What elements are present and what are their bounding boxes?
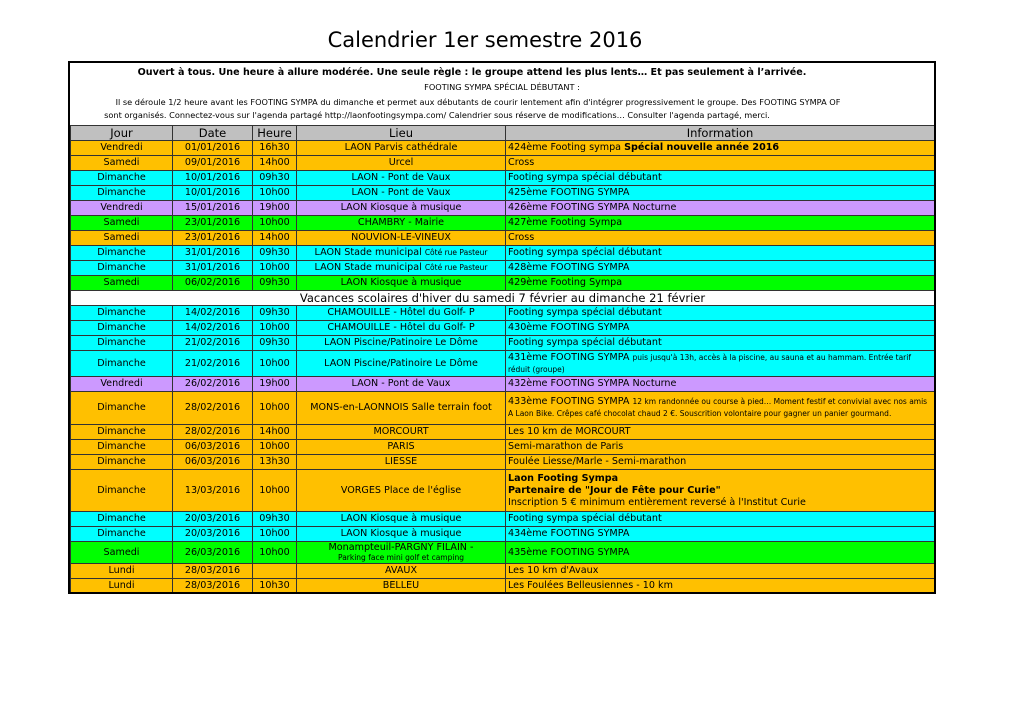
cell-heure: 10h00 bbox=[253, 542, 297, 564]
cell-lieu bbox=[297, 216, 506, 231]
cell-jour: Dimanche bbox=[71, 455, 173, 470]
cell-heure: 10h00 bbox=[253, 392, 297, 425]
cell-lieu bbox=[297, 156, 506, 171]
cell-jour: Dimanche bbox=[71, 186, 173, 201]
cell-information bbox=[506, 377, 935, 392]
cell-lieu bbox=[297, 186, 506, 201]
cell-jour: Dimanche bbox=[71, 512, 173, 527]
cell-information bbox=[506, 470, 935, 512]
cell-information bbox=[506, 246, 935, 261]
table-row bbox=[71, 392, 935, 425]
cell-lieu bbox=[297, 527, 506, 542]
header-jour: Jour bbox=[71, 126, 173, 141]
lieu-text: LIESSE bbox=[384, 456, 418, 467]
info-text: Footing sympa spécial débutant bbox=[508, 247, 662, 258]
cell-information bbox=[506, 440, 935, 455]
lieu-text: LAON Piscine/Patinoire Le Dôme bbox=[324, 337, 478, 348]
cell-heure: 09h30 bbox=[253, 171, 297, 186]
cell-lieu bbox=[297, 351, 506, 377]
cell-heure: 09h30 bbox=[253, 246, 297, 261]
cell-date: 09/01/2016 bbox=[173, 156, 253, 171]
table-row bbox=[71, 512, 935, 527]
lieu-text: LAON Stade municipal bbox=[314, 247, 425, 258]
cell-jour: Dimanche bbox=[71, 321, 173, 336]
cell-date: 06/02/2016 bbox=[173, 276, 253, 291]
table-row bbox=[71, 470, 935, 512]
cell-heure: 19h00 bbox=[253, 201, 297, 216]
cell-jour: Lundi bbox=[71, 579, 173, 594]
table-row bbox=[71, 336, 935, 351]
cell-jour: Dimanche bbox=[71, 246, 173, 261]
lieu-text: LAON Kiosque à musique bbox=[340, 277, 462, 288]
cell-jour: Dimanche bbox=[71, 440, 173, 455]
lieu-text: LAON Kiosque à musique bbox=[340, 202, 462, 213]
cell-jour: Vendredi bbox=[71, 141, 173, 156]
cell-date: 10/01/2016 bbox=[173, 171, 253, 186]
cell-jour: Vendredi bbox=[71, 201, 173, 216]
info-text: Footing sympa spécial débutant bbox=[508, 337, 662, 348]
cell-heure: 10h00 bbox=[253, 470, 297, 512]
cell-date: 31/01/2016 bbox=[173, 261, 253, 276]
lieu-text: MORCOURT bbox=[373, 426, 429, 437]
cell-jour: Lundi bbox=[71, 564, 173, 579]
vacation-row bbox=[71, 291, 935, 306]
cell-heure: 09h30 bbox=[253, 512, 297, 527]
cell-heure: 09h30 bbox=[253, 276, 297, 291]
info-text: Inscription 5 € minimum entièrement reversé à l'Institut Curie bbox=[508, 496, 806, 508]
cell-jour: Dimanche bbox=[71, 527, 173, 542]
info-partner: Partenaire de "Jour de Fête pour Curie" bbox=[508, 484, 721, 496]
info-text: Les 10 km de MORCOURT bbox=[508, 426, 631, 437]
cell-heure: 10h00 bbox=[253, 216, 297, 231]
calendar-frame bbox=[68, 61, 936, 594]
cell-heure: 10h00 bbox=[253, 261, 297, 276]
info-text: Footing sympa spécial débutant bbox=[508, 172, 662, 183]
table-row bbox=[71, 141, 935, 156]
info-title: Laon Footing Sympa bbox=[508, 472, 619, 484]
table-row bbox=[71, 455, 935, 470]
info-text: 425ème FOOTING SYMPA bbox=[508, 187, 630, 198]
table-row bbox=[71, 542, 935, 564]
cell-lieu bbox=[297, 306, 506, 321]
cell-lieu bbox=[297, 141, 506, 156]
cell-heure: 16h30 bbox=[253, 141, 297, 156]
cell-lieu bbox=[297, 321, 506, 336]
table-row bbox=[71, 579, 935, 594]
lieu-detail: Côté rue Pasteur bbox=[424, 248, 488, 257]
info-text: 426ème FOOTING SYMPA Nocturne bbox=[508, 202, 677, 213]
info-text: Semi-marathon de Paris bbox=[508, 441, 624, 452]
cell-information bbox=[506, 216, 935, 231]
cell-jour: Dimanche bbox=[71, 425, 173, 440]
intro-rules: Ouvert à tous. Une heure à allure modérée. Une seule règle : le groupe attend les plus lents… Et pas seulement à l’arrivée. bbox=[137, 67, 807, 78]
cell-heure bbox=[253, 564, 297, 579]
info-text: 428ème FOOTING SYMPA bbox=[508, 262, 630, 273]
cell-heure: 10h00 bbox=[253, 186, 297, 201]
cell-heure: 10h00 bbox=[253, 351, 297, 377]
info-detail: puis jusqu'à 13h, accès à la piscine, au sauna et au hammam. Entrée tarif réduit (groupe) bbox=[508, 352, 911, 374]
cell-jour: Dimanche bbox=[71, 171, 173, 186]
cell-information bbox=[506, 336, 935, 351]
cell-information bbox=[506, 171, 935, 186]
cell-heure: 19h00 bbox=[253, 377, 297, 392]
cell-jour: Dimanche bbox=[71, 336, 173, 351]
lieu-text: Monampteuil-PARGNY FILAIN - bbox=[328, 541, 474, 553]
cell-lieu: VORGES Place de l'église bbox=[297, 470, 506, 512]
lieu-text: MONS-en-LAONNOIS Salle terrain foot bbox=[310, 402, 492, 413]
table-row bbox=[71, 276, 935, 291]
cell-lieu bbox=[297, 377, 506, 392]
cell-information bbox=[506, 276, 935, 291]
table-row bbox=[71, 527, 935, 542]
table-row bbox=[71, 306, 935, 321]
cell-information bbox=[506, 306, 935, 321]
cell-date: 20/03/2016 bbox=[173, 527, 253, 542]
cell-heure: 14h00 bbox=[253, 425, 297, 440]
info-text: 431ème FOOTING SYMPA bbox=[508, 351, 633, 363]
cell-date: 01/01/2016 bbox=[173, 141, 253, 156]
lieu-text: LAON Kiosque à musique bbox=[340, 528, 462, 539]
cell-date: 26/03/2016 bbox=[173, 542, 253, 564]
cell-information bbox=[506, 527, 935, 542]
cell-date: 13/03/2016 bbox=[173, 470, 253, 512]
cell-jour: Samedi bbox=[71, 216, 173, 231]
info-text: Les 10 km d'Avaux bbox=[508, 565, 599, 576]
table-row bbox=[71, 564, 935, 579]
table-row bbox=[71, 425, 935, 440]
table-header-row bbox=[71, 126, 935, 141]
lieu-text: LAON - Pont de Vaux bbox=[351, 187, 451, 198]
cell-information bbox=[506, 564, 935, 579]
lieu-text: CHAMBRY - Mairie bbox=[357, 217, 445, 228]
cell-date: 20/03/2016 bbox=[173, 512, 253, 527]
lieu-text: CHAMOUILLE - Hôtel du Golf- P bbox=[327, 322, 475, 333]
info-text: Les Foulées Belleusiennes - 10 km bbox=[508, 580, 673, 591]
cell-date: 23/01/2016 bbox=[173, 216, 253, 231]
table-row bbox=[71, 261, 935, 276]
cell-jour: Dimanche bbox=[71, 261, 173, 276]
lieu-text: BELLEU bbox=[382, 580, 420, 591]
cell-jour: Vendredi bbox=[71, 377, 173, 392]
header-lieu: Lieu bbox=[297, 126, 506, 141]
page-title: Calendrier 1er semestre 2016 bbox=[327, 28, 643, 52]
cell-information bbox=[506, 579, 935, 594]
cell-date: 26/02/2016 bbox=[173, 377, 253, 392]
cell-date: 31/01/2016 bbox=[173, 246, 253, 261]
lieu-text: PARIS bbox=[387, 441, 415, 452]
cell-heure: 10h00 bbox=[253, 440, 297, 455]
info-text: Footing sympa spécial débutant bbox=[508, 307, 662, 318]
cell-date: 06/03/2016 bbox=[173, 455, 253, 470]
table-row bbox=[71, 246, 935, 261]
header-date: Date bbox=[173, 126, 253, 141]
cell-information bbox=[506, 512, 935, 527]
cell-date: 28/03/2016 bbox=[173, 579, 253, 594]
lieu-text: LAON Kiosque à musique bbox=[340, 513, 462, 524]
table-row bbox=[71, 201, 935, 216]
info-text: 424ème Footing sympa bbox=[508, 142, 625, 153]
cell-lieu bbox=[297, 455, 506, 470]
info-text: 433ème FOOTING SYMPA bbox=[508, 396, 633, 407]
info-text: Cross bbox=[508, 157, 535, 168]
cell-information bbox=[506, 455, 935, 470]
cell-lieu bbox=[297, 171, 506, 186]
intro-block bbox=[70, 63, 934, 125]
lieu-text: LAON Stade municipal bbox=[314, 262, 425, 273]
cell-date: 21/02/2016 bbox=[173, 336, 253, 351]
intro-agenda-text: sont organisés. Connectez-vous sur l'agenda partagé http://laonfootingsympa.com/ Calendrier sous réserve de modifications… Consulter l'agenda partagé, merci. bbox=[104, 110, 770, 120]
cell-information bbox=[506, 351, 935, 377]
info-text: 427ème Footing Sympa bbox=[508, 217, 623, 228]
cell-information bbox=[506, 321, 935, 336]
lieu-text: NOUVION-LE-VINEUX bbox=[351, 232, 451, 243]
lieu-text: LAON Parvis cathédrale bbox=[344, 142, 458, 153]
cell-information bbox=[506, 156, 935, 171]
cell-date: 23/01/2016 bbox=[173, 231, 253, 246]
cell-lieu bbox=[297, 542, 506, 564]
lieu-detail: Parking face mini golf et camping bbox=[338, 552, 464, 562]
table-row bbox=[71, 156, 935, 171]
cell-lieu bbox=[297, 440, 506, 455]
cell-lieu bbox=[297, 276, 506, 291]
lieu-text: Urcel bbox=[388, 157, 414, 168]
cell-information bbox=[506, 261, 935, 276]
info-text: Footing sympa spécial débutant bbox=[508, 513, 662, 524]
info-text: 432ème FOOTING SYMPA Nocturne bbox=[508, 378, 677, 389]
lieu-text: CHAMOUILLE - Hôtel du Golf- P bbox=[327, 307, 475, 318]
cell-information bbox=[506, 141, 935, 156]
table-row bbox=[71, 216, 935, 231]
table-row bbox=[71, 171, 935, 186]
cell-jour: Dimanche bbox=[71, 306, 173, 321]
cell-lieu bbox=[297, 246, 506, 261]
cell-heure: 13h30 bbox=[253, 455, 297, 470]
info-text: Foulée Liesse/Marle - Semi-marathon bbox=[508, 456, 687, 467]
table-row bbox=[71, 377, 935, 392]
info-highlight: Spécial nouvelle année 2016 bbox=[624, 142, 780, 153]
intro-beginner-text: Il se déroule 1/2 heure avant les FOOTING SYMPA du dimanche et permet aux débutants de courir lentement afin d'intégrer progressivement le groupe. Des FOOTING SYMPA OF bbox=[115, 97, 841, 107]
cell-lieu bbox=[297, 579, 506, 594]
cell-date: 15/01/2016 bbox=[173, 201, 253, 216]
cell-date: 14/02/2016 bbox=[173, 321, 253, 336]
cell-date: 10/01/2016 bbox=[173, 186, 253, 201]
cell-jour: Samedi bbox=[71, 542, 173, 564]
cell-date: 28/02/2016 bbox=[173, 392, 253, 425]
cell-information bbox=[506, 425, 935, 440]
cell-jour: Samedi bbox=[71, 156, 173, 171]
cell-lieu bbox=[297, 201, 506, 216]
cell-heure: 10h00 bbox=[253, 527, 297, 542]
cell-jour: Dimanche bbox=[71, 470, 173, 512]
cell-jour: Dimanche bbox=[71, 351, 173, 377]
cell-information bbox=[506, 231, 935, 246]
table-row bbox=[71, 440, 935, 455]
cell-heure: 10h30 bbox=[253, 579, 297, 594]
cell-lieu bbox=[297, 512, 506, 527]
cell-information bbox=[506, 186, 935, 201]
cell-jour: Samedi bbox=[71, 276, 173, 291]
table-row bbox=[71, 351, 935, 377]
cell-lieu bbox=[297, 564, 506, 579]
lieu-detail: Côté rue Pasteur bbox=[424, 263, 488, 272]
table-row bbox=[71, 231, 935, 246]
cell-lieu bbox=[297, 425, 506, 440]
cell-date: 28/03/2016 bbox=[173, 564, 253, 579]
cell-date: 14/02/2016 bbox=[173, 306, 253, 321]
cell-heure: 09h30 bbox=[253, 306, 297, 321]
cell-information bbox=[506, 201, 935, 216]
lieu-text: LAON - Pont de Vaux bbox=[351, 172, 451, 183]
cell-jour: Samedi bbox=[71, 231, 173, 246]
lieu-text: AVAUX bbox=[384, 565, 418, 576]
info-text: Cross bbox=[508, 232, 535, 243]
cell-lieu bbox=[297, 392, 506, 425]
cell-date: 06/03/2016 bbox=[173, 440, 253, 455]
info-text: 429ème Footing Sympa bbox=[508, 277, 623, 288]
cell-heure: 09h30 bbox=[253, 336, 297, 351]
cell-date: 28/02/2016 bbox=[173, 425, 253, 440]
cell-heure: 14h00 bbox=[253, 231, 297, 246]
header-heure: Heure bbox=[253, 126, 297, 141]
intro-beginner-title: FOOTING SYMPA SPÉCIAL DÉBUTANT : bbox=[424, 82, 580, 92]
cell-date: 21/02/2016 bbox=[173, 351, 253, 377]
info-detail: 12 km randonnée ou course à pied… Moment festif et convivial avec nos amis A Laon Bike. Crêpes café chocolat chaud 2 €. Souscrition volontaire pour gagner un panier gourmand. bbox=[508, 397, 928, 418]
cell-lieu bbox=[297, 261, 506, 276]
table-row bbox=[71, 186, 935, 201]
cell-heure: 14h00 bbox=[253, 156, 297, 171]
table-row bbox=[71, 321, 935, 336]
header-information: Information bbox=[506, 126, 935, 141]
cell-information: 435ème FOOTING SYMPA bbox=[506, 542, 935, 564]
cell-information bbox=[506, 392, 935, 425]
lieu-text: LAON Piscine/Patinoire Le Dôme bbox=[324, 357, 478, 369]
calendar-table bbox=[70, 125, 935, 594]
cell-jour: Dimanche bbox=[71, 392, 173, 425]
cell-lieu bbox=[297, 231, 506, 246]
cell-lieu bbox=[297, 336, 506, 351]
vacation-text: Vacances scolaires d'hiver du samedi 7 février au dimanche 21 février bbox=[71, 291, 935, 306]
info-text: 430ème FOOTING SYMPA bbox=[508, 322, 630, 333]
info-text: 434ème FOOTING SYMPA bbox=[508, 528, 630, 539]
lieu-text: LAON - Pont de Vaux bbox=[351, 378, 451, 389]
cell-heure: 10h00 bbox=[253, 321, 297, 336]
